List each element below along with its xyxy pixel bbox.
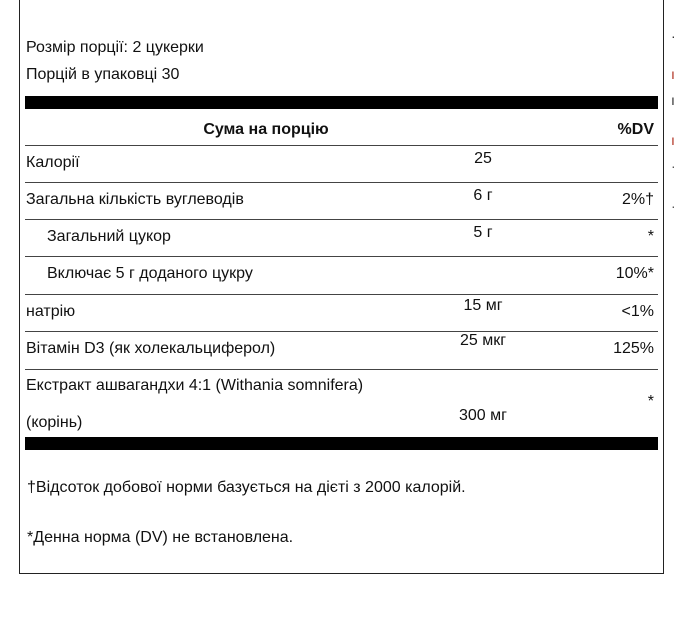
amount-per-serving-header: Сума на порцію — [203, 121, 329, 138]
nutrient-amount: 25 мкг — [459, 332, 507, 349]
nutrient-dv: 125% — [613, 340, 654, 357]
nutrient-amount: 25 — [474, 150, 492, 167]
edge-fragment: ı — [671, 92, 675, 108]
nutrient-label: натрію — [26, 303, 76, 320]
nutrient-row-ashwagandha — [25, 370, 658, 437]
footnote-dv-basis: †Відсоток добової норми базується на дієті з 2000 калорій. — [27, 479, 466, 496]
nutrient-row-vitamin-d3 — [25, 332, 658, 370]
nutrient-label: Калорії — [26, 154, 80, 171]
edge-fragment: ı — [671, 66, 675, 82]
nutrient-row-carbohydrates — [25, 183, 658, 220]
nutrient-row-total-sugar — [25, 220, 658, 257]
edge-fragment: ı — [671, 132, 675, 148]
nutrient-amount: 300 мг — [459, 407, 507, 424]
footnote-dv-not-established: *Денна норма (DV) не встановлена. — [27, 529, 294, 546]
nutrient-dv: * — [647, 228, 654, 245]
nutrient-label: Загальна кількість вуглеводів — [26, 191, 244, 208]
nutrient-amount: 15 мг — [463, 297, 503, 314]
thick-divider-top — [25, 96, 658, 109]
nutrient-amount: 6 г — [473, 187, 493, 204]
nutrient-dv: 10%* — [615, 265, 654, 282]
nutrient-label: Вітамін D3 (як холекальциферол) — [26, 340, 276, 357]
nutrient-dv: 2%† — [621, 191, 654, 208]
thick-divider-bottom — [25, 437, 658, 450]
nutrient-dv: <1% — [621, 303, 654, 320]
nutrient-label-line2: (корінь) — [26, 414, 83, 431]
edge-fragment: · — [671, 158, 676, 174]
nutrient-row-sodium — [25, 295, 658, 332]
edge-fragment: · — [671, 198, 676, 214]
servings-per-container: Порцій в упаковці 30 — [26, 66, 180, 83]
nutrient-dv: * — [647, 393, 654, 410]
edge-fragment: · — [671, 28, 676, 44]
table-header — [25, 115, 658, 146]
dv-header: %DV — [617, 121, 654, 138]
nutrient-row-calories — [25, 146, 658, 183]
nutrient-row-added-sugar — [25, 257, 658, 295]
adjacent-content-edge — [671, 0, 680, 630]
nutrient-amount: 5 г — [473, 224, 493, 241]
nutrient-label: Загальний цукор — [47, 228, 171, 245]
nutrient-label-line1: Екстракт ашвагандхи 4:1 (Withania somnifera) — [26, 377, 364, 394]
nutrient-label: Включає 5 г доданого цукру — [47, 265, 253, 282]
serving-size: Розмір порції: 2 цукерки — [26, 39, 204, 56]
supplement-facts-panel — [19, 0, 664, 574]
